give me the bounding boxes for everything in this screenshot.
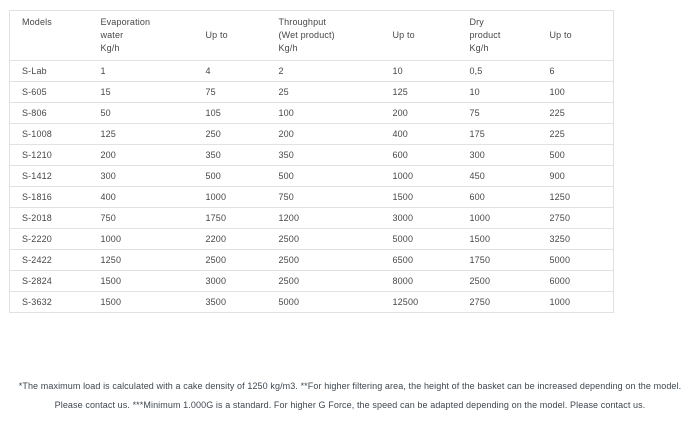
value-cell: 15 <box>100 86 111 97</box>
value-cell: 0,5 <box>469 65 483 76</box>
value-cell: 1000 <box>392 170 414 181</box>
value-cell: 1250 <box>100 254 122 265</box>
model-name-cell: S-1210 <box>22 149 52 160</box>
value-cell: 3250 <box>549 233 571 244</box>
model-name-cell: S-1816 <box>22 191 52 202</box>
value-cell: 1500 <box>392 191 414 202</box>
value-cell: 125 <box>100 128 116 139</box>
column-header: Evaporation water Kg/h <box>100 17 151 53</box>
value-cell: 10 <box>469 86 480 97</box>
value-cell: 750 <box>100 212 116 223</box>
value-cell: 600 <box>469 191 485 202</box>
value-cell: 2750 <box>469 296 491 307</box>
column-header: Models <box>22 17 52 27</box>
value-cell: 2500 <box>278 233 300 244</box>
value-cell: 6500 <box>392 254 414 265</box>
value-cell: 12500 <box>392 296 419 307</box>
value-cell: 1500 <box>100 275 122 286</box>
value-cell: 350 <box>205 149 221 160</box>
value-cell: 100 <box>549 86 565 97</box>
column-header: Up to <box>392 30 415 40</box>
table-row <box>10 61 614 82</box>
value-cell: 4 <box>205 65 211 76</box>
value-cell: 400 <box>100 191 116 202</box>
footnote-line-1: *The maximum load is calculated with a cake density of 1250 kg/m3. **For higher filtering area, the height of the basket can be increased depending on the model. <box>18 381 682 391</box>
value-cell: 10 <box>392 65 403 76</box>
value-cell: 5000 <box>549 254 571 265</box>
value-cell: 1000 <box>469 212 491 223</box>
value-cell: 1750 <box>205 212 227 223</box>
model-name-cell: S-605 <box>22 86 47 97</box>
footnote-line-2: Please contact us. ***Minimum 1.000G is a standard. For higher G Force, the speed can be adapted depending on the model. Please contact us. <box>54 399 646 410</box>
value-cell: 750 <box>278 191 294 202</box>
table-row <box>10 103 614 124</box>
model-name-cell: S-806 <box>22 107 47 118</box>
table-row <box>10 271 614 292</box>
value-cell: 8000 <box>392 275 414 286</box>
value-cell: 2750 <box>549 212 571 223</box>
value-cell: 1000 <box>549 296 571 307</box>
value-cell: 3000 <box>392 212 414 223</box>
value-cell: 200 <box>278 128 294 139</box>
value-cell: 6000 <box>549 275 571 286</box>
table-row <box>10 229 614 250</box>
value-cell: 500 <box>549 149 565 160</box>
value-cell: 125 <box>392 86 408 97</box>
value-cell: 2500 <box>278 275 300 286</box>
model-name-cell: S-3632 <box>22 296 52 307</box>
table-row <box>10 187 614 208</box>
value-cell: 300 <box>469 149 485 160</box>
value-cell: 1200 <box>278 212 300 223</box>
value-cell: 1 <box>100 65 106 76</box>
value-cell: 400 <box>392 128 408 139</box>
value-cell: 100 <box>278 107 294 118</box>
value-cell: 1000 <box>100 233 122 244</box>
value-cell: 3000 <box>205 275 227 286</box>
value-cell: 6 <box>549 65 555 76</box>
model-name-cell: S-2220 <box>22 233 52 244</box>
value-cell: 1750 <box>469 254 491 265</box>
model-name-cell: S-1008 <box>22 128 52 139</box>
table-row <box>10 292 614 313</box>
value-cell: 1250 <box>549 191 571 202</box>
table-row <box>10 250 614 271</box>
value-cell: 900 <box>549 170 565 181</box>
footnote <box>0 377 700 414</box>
value-cell: 1000 <box>205 191 227 202</box>
value-cell: 2500 <box>278 254 300 265</box>
header-row <box>10 11 614 61</box>
column-header: Throughput (Wet product) Kg/h <box>278 17 335 53</box>
models-spec-table <box>9 10 614 313</box>
value-cell: 250 <box>205 128 221 139</box>
value-cell: 5000 <box>392 233 414 244</box>
value-cell: 500 <box>205 170 221 181</box>
value-cell: 350 <box>278 149 294 160</box>
model-name-cell: S-2018 <box>22 212 52 223</box>
value-cell: 175 <box>469 128 485 139</box>
value-cell: 75 <box>205 86 216 97</box>
value-cell: 600 <box>392 149 408 160</box>
value-cell: 200 <box>392 107 408 118</box>
column-header: Up to <box>205 30 228 40</box>
value-cell: 50 <box>100 107 111 118</box>
value-cell: 2 <box>278 65 284 76</box>
value-cell: 25 <box>278 86 289 97</box>
spec-table-container <box>9 10 614 313</box>
value-cell: 75 <box>469 107 480 118</box>
value-cell: 3500 <box>205 296 227 307</box>
value-cell: 105 <box>205 107 221 118</box>
table-row <box>10 145 614 166</box>
value-cell: 225 <box>549 128 565 139</box>
value-cell: 450 <box>469 170 485 181</box>
table-row <box>10 166 614 187</box>
model-name-cell: S-1412 <box>22 170 52 181</box>
value-cell: 300 <box>100 170 116 181</box>
value-cell: 200 <box>100 149 116 160</box>
table-row <box>10 124 614 145</box>
value-cell: 5000 <box>278 296 300 307</box>
value-cell: 2500 <box>205 254 227 265</box>
value-cell: 225 <box>549 107 565 118</box>
model-name-cell: S-2422 <box>22 254 52 265</box>
table-row <box>10 82 614 103</box>
value-cell: 500 <box>278 170 294 181</box>
table-row <box>10 208 614 229</box>
model-name-cell: S-2824 <box>22 275 52 286</box>
column-header: Dry product Kg/h <box>469 17 501 53</box>
table-body <box>10 61 614 313</box>
value-cell: 1500 <box>469 233 491 244</box>
value-cell: 2500 <box>469 275 491 286</box>
value-cell: 1500 <box>100 296 122 307</box>
model-name-cell: S-Lab <box>22 65 47 76</box>
column-header: Up to <box>549 30 572 40</box>
value-cell: 2200 <box>205 233 227 244</box>
